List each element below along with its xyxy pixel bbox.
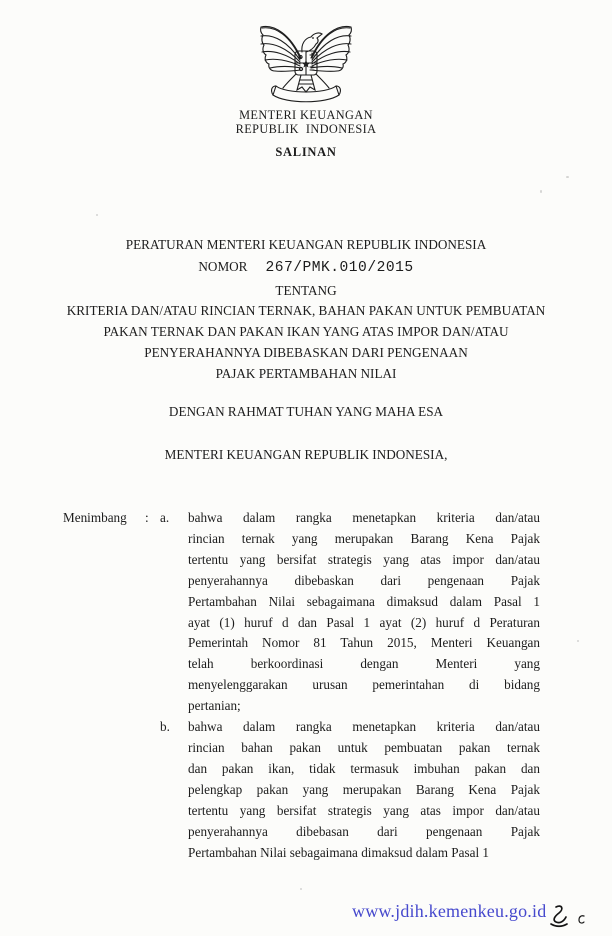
item-marker: b. xyxy=(160,719,170,735)
text-line: rincian ternak yang merupakan Barang Kena Pajak xyxy=(188,530,540,546)
regulation-title-block xyxy=(50,234,562,385)
text-line: menyelenggarakan urusan pemerintahan di bidang xyxy=(188,677,540,693)
text-line: PENYERAHANNYA DIBEBASKAN DARI PENGENAAN xyxy=(144,345,468,361)
text-line: penyerahannya dibebaskan dari pengenaan Pajak xyxy=(188,572,540,588)
text-line: PAJAK PERTAMBAHAN NILAI xyxy=(215,366,397,382)
nomor-value: 267/PMK.010/2015 xyxy=(265,259,414,276)
ministry-letterhead xyxy=(0,109,612,136)
text-line: PAKAN TERNAK DAN PAKAN IKAN YANG ATAS IMPOR DAN/ATAU xyxy=(103,324,509,340)
authority-line: MENTERI KEUANGAN REPUBLIK INDONESIA, xyxy=(164,447,448,462)
text-line: penyerahannya dibebasan dari pengenaan Pajak xyxy=(188,823,540,839)
menimbang-colon: : xyxy=(145,510,149,525)
ministry-name: MENTERI KEUANGAN xyxy=(239,108,373,122)
nomor-label: NOMOR xyxy=(198,258,248,274)
handwritten-initials xyxy=(546,902,590,932)
text-line: Pemerintah Nomor 81 Tahun 2015, Menteri Keuangan xyxy=(188,635,540,651)
scan-noise-speck xyxy=(96,214,98,216)
invocation-line: DENGAN RAHMAT TUHAN YANG MAHA ESA xyxy=(168,404,444,419)
consideration-item-b xyxy=(160,717,542,863)
text-line: bahwa dalam rangka menetapkan kriteria dan/atau xyxy=(188,510,540,525)
menimbang-label: Menimbang xyxy=(63,510,127,525)
text-line: Pertambahan Nilai sebagaimana dimaksud dalam Pasal 1 xyxy=(188,593,540,609)
document-header xyxy=(0,16,612,160)
text-line: Pertambahan Nilai sebagaimana dimaksud dalam Pasal 1 xyxy=(188,844,490,860)
text-line: telah berkoordinasi dengan Menteri yang xyxy=(188,656,540,672)
jdih-link[interactable]: www.jdih.kemenkeu.go.id xyxy=(352,901,547,921)
scan-noise-speck xyxy=(566,176,569,178)
consideration-item-a xyxy=(160,508,542,717)
text-line: KRITERIA DAN/ATAU RINCIAN TERNAK, BAHAN PAKAN UNTUK PEMBUATAN xyxy=(66,303,546,319)
item-marker: a. xyxy=(160,510,170,525)
text-line: tertentu yang bersifat strategis yang atas impor dan/atau xyxy=(188,802,540,818)
regulation-subject xyxy=(50,301,562,385)
item-text xyxy=(188,508,540,717)
copy-type-label: SALINAN xyxy=(275,145,337,159)
scan-noise-speck xyxy=(540,190,542,193)
text-line: pertanian; xyxy=(188,698,241,714)
scan-noise-speck xyxy=(300,888,302,890)
scan-noise-speck xyxy=(577,640,579,642)
regulation-title-line: PERATURAN MENTERI KEUANGAN REPUBLIK INDONESIA xyxy=(125,237,487,252)
text-line: ayat (1) huruf d dan Pasal 1 ayat (2) huruf d Peraturan xyxy=(188,614,540,630)
consideration-items xyxy=(160,508,542,863)
ministry-country: REPUBLIK INDONESIA xyxy=(235,121,377,136)
text-line: bahwa dalam rangka menetapkan kriteria dan/atau xyxy=(188,719,540,735)
text-line: tertentu yang bersifat strategis yang atas impor dan/atau xyxy=(188,551,540,567)
garuda-pancasila-emblem xyxy=(256,16,356,104)
item-text xyxy=(188,717,540,863)
text-line: rincian bahan pakan untuk pembuatan pakan ternak xyxy=(188,739,540,755)
text-line: dan pakan ikan, tidak termasuk imbuhan pakan dan xyxy=(188,760,540,776)
text-line: pelengkap pakan yang merupakan Barang Kena Pajak xyxy=(188,781,540,797)
tentang-label: TENTANG xyxy=(275,282,337,298)
regulation-number-line xyxy=(50,256,562,280)
considerations-section xyxy=(63,508,542,863)
